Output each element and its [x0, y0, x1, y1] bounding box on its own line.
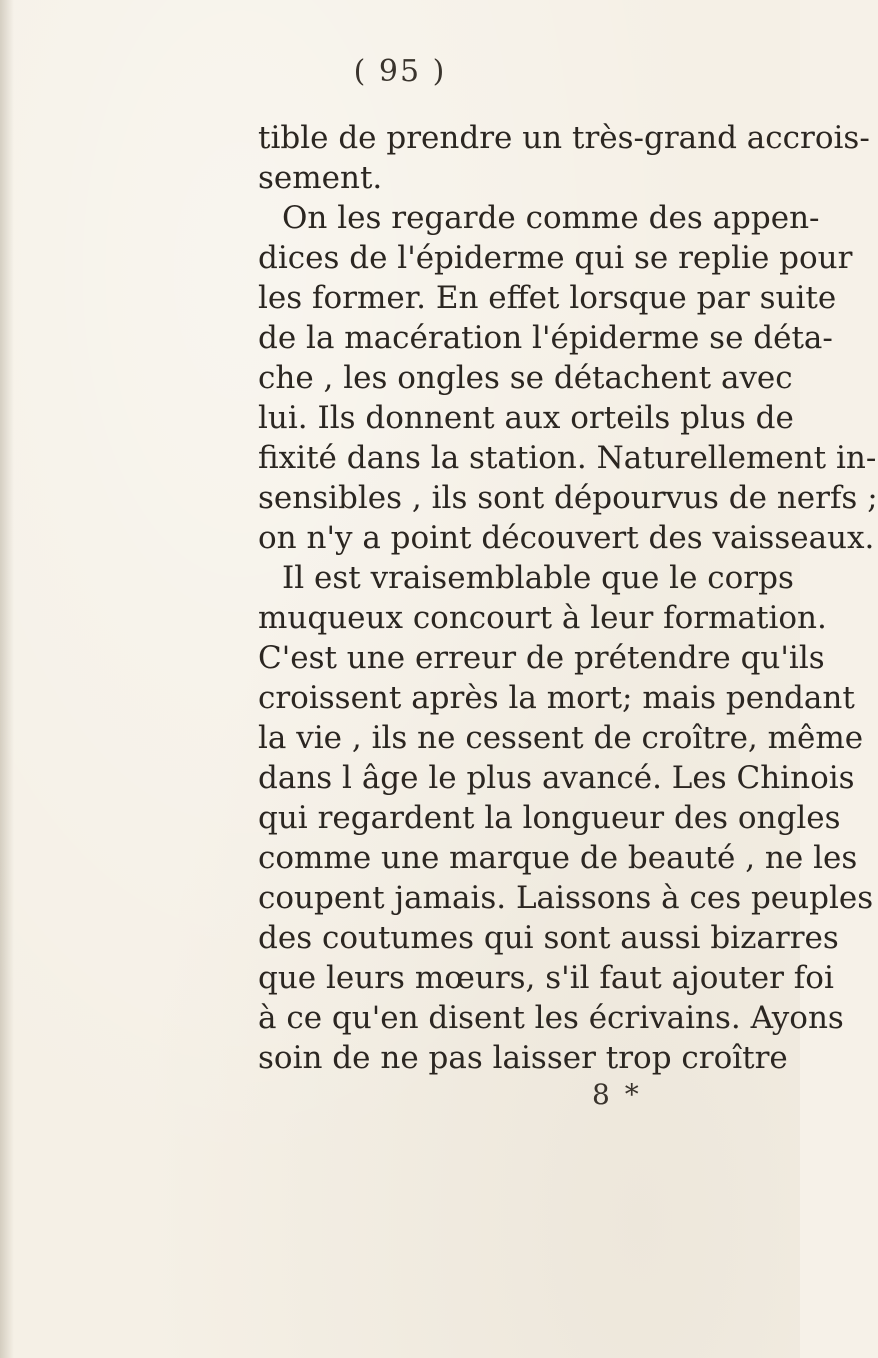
text-line-3: On les regarde comme des appen-	[282, 200, 820, 236]
text-line-19: comme une marque de beauté , ne les	[258, 840, 858, 876]
text-line-15: croissent après la mort; mais pendant	[258, 680, 855, 716]
text-line-8: lui. Ils donnent aux orteils plus de	[258, 400, 794, 436]
signature-mark: 8 *	[592, 1078, 642, 1111]
text-line-20: coupent jamais. Laissons à ces peuples	[258, 880, 874, 916]
text-line-14: C'est une erreur de prétendre qu'ils	[258, 640, 825, 676]
text-line-2: sement.	[258, 160, 383, 196]
page-number: ( 95 )	[353, 54, 447, 89]
text-line-11: on n'y a point découvert des vaisseaux.	[258, 520, 875, 556]
text-line-12: Il est vraisemblable que le corps	[282, 560, 794, 596]
text-line-18: qui regardent la longueur des ongles	[258, 800, 841, 836]
text-line-6: de la macération l'épiderme se déta-	[258, 320, 833, 356]
text-line-5: les former. En effet lorsque par suite	[258, 280, 837, 316]
text-line-9: fixité dans la station. Naturellement in-	[258, 440, 877, 476]
text-line-22: que leurs mœurs, s'il faut ajouter foi	[258, 960, 834, 996]
text-line-7: che , les ongles se détachent avec	[258, 360, 793, 396]
text-line-23: à ce qu'en disent les écrivains. Ayons	[258, 1000, 844, 1036]
text-line-16: la vie , ils ne cessent de croître, même	[258, 720, 864, 756]
text-line-24: soin de ne pas laisser trop croître	[258, 1040, 788, 1076]
text-line-4: dices de l'épiderme qui se replie pour	[258, 240, 853, 276]
text-line-21: des coutumes qui sont aussi bizarres	[258, 920, 839, 956]
text-line-1: tible de prendre un très-grand accrois-	[258, 120, 870, 156]
text-line-10: sensibles , ils sont dépourvus de nerfs ;	[258, 480, 878, 516]
text-line-17: dans l âge le plus avancé. Les Chinois	[258, 760, 855, 796]
text-line-13: muqueux concourt à leur formation.	[258, 600, 827, 636]
